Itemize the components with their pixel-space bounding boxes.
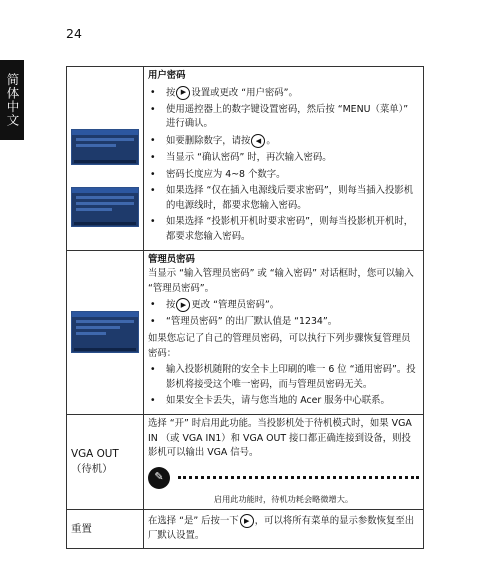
bullet-text: 按 <box>166 299 176 311</box>
reset-text: ，可以将所有菜单的显示参数恢复至出厂默认设置。 <box>148 515 415 542</box>
user-password-title: 用户密码 <box>148 70 186 81</box>
vga-out-note: 启用此功能时，待机功耗会略微增大。 <box>213 493 354 504</box>
admin-password-intro: 当显示 “输入管理员密码” 或 “输入密码” 对话框时，您可以输入 “管理员密码”。 <box>148 268 414 294</box>
vga-out-content <box>144 414 424 509</box>
bullet-text: 。 <box>266 135 276 147</box>
list-item: • 当显示 “确认密码” 时，再次输入密码。 <box>148 151 419 166</box>
admin-password-screenshot-cell <box>67 250 144 414</box>
bullet-text: 如果选择 “投影机开机时要求密码”，则每当投影机开机时，都要求您输入密码。 <box>166 216 414 242</box>
bullet-text: 密码长度应为 4~8 个数字。 <box>166 168 286 180</box>
bullet-text: 如果选择 “仅在插入电源线后要求密码”，则每当插入投影机的电源线时，都要求您输入密码。 <box>166 185 414 211</box>
list-item: • “管理员密码” 的出厂默认值是 “1234”。 <box>148 315 419 330</box>
list-item: • 如果安全卡丢失，请与您当地的 Acer 服务中心联系。 <box>148 394 419 409</box>
user-password-content <box>144 67 424 251</box>
note-row <box>148 467 419 489</box>
settings-table <box>66 66 424 549</box>
bullet-text: 按 <box>166 87 176 99</box>
user-password-row <box>67 67 424 251</box>
reset-label: 重置 <box>67 510 144 549</box>
dotted-divider <box>178 476 419 479</box>
list-item: • 如果选择 “仅在插入电源线后要求密码”，则每当插入投影机的电源线时，都要求您输入密码。 <box>148 184 419 213</box>
list-item: • 密码长度应为 4~8 个数字。 <box>148 168 419 183</box>
vga-out-description: 选择 “开” 时启用此功能。当投影机处于待机模式时，如果 VGA IN （或 VGA IN1）和 VGA OUT 接口都正确连接到设备，则投影机可以输出 VGA 信号。 <box>148 417 412 459</box>
bullet-text: 如果安全卡丢失，请与您当地的 Acer 服务中心联系。 <box>166 395 390 407</box>
admin-password-content <box>144 250 424 414</box>
user-password-screenshots <box>67 67 144 251</box>
note-pencil-icon: ✎ <box>148 467 170 489</box>
list-item: • 如果选择 “投影机开机时要求密码”，则每当投影机开机时，都要求您输入密码。 <box>148 215 419 244</box>
right-button-icon: ▶ <box>240 514 254 528</box>
confirm-password-menu-screenshot <box>71 187 139 227</box>
list-item: • 使用遥控器上的数字键设置密码，然后按 “MENU（菜单）” 进行确认。 <box>148 103 419 132</box>
bullet-text: “管理员密码” 的出厂默认值是 “1234”。 <box>166 316 338 328</box>
reset-row <box>67 510 424 549</box>
list-item: • 如要删除数字，请按 ◀ 。 <box>150 134 276 147</box>
reset-text: 在选择 “是” 后按一下 <box>148 515 239 527</box>
list-item: • 输入投影机随附的安全卡上印刷的唯一 6 位 “通用密码”。投影机将接受这个唯一密码，而与管理员密码无关。 <box>148 363 419 392</box>
language-side-tab: 简体中文 <box>0 60 24 140</box>
list-item: • 按 ▶ 更改 “管理员密码”。 <box>150 299 280 311</box>
vga-out-label: VGA OUT （待机） <box>67 414 144 509</box>
list-item: • 按 ▶ 设置或更改 “用户密码”。 <box>150 86 298 99</box>
admin-password-title: 管理员密码 <box>148 253 195 265</box>
vga-out-row <box>67 414 424 509</box>
bullet-text: 当显示 “确认密码” 时，再次输入密码。 <box>166 151 332 163</box>
reset-content <box>144 510 424 549</box>
right-button-icon: ▶ <box>176 298 190 312</box>
user-password-menu-screenshot <box>71 129 139 165</box>
left-button-icon: ◀ <box>251 134 265 148</box>
bullet-text: 如要删除数字，请按 <box>166 135 251 147</box>
page-number: 24 <box>66 26 82 41</box>
bullet-text: 使用遥控器上的数字键设置密码，然后按 “MENU（菜单）” 进行确认。 <box>166 103 409 130</box>
bullet-text: 输入投影机随附的安全卡上印刷的唯一 6 位 “通用密码”。投影机将接受这个唯一密码，而与管理员密码无关。 <box>166 364 416 390</box>
right-button-icon: ▶ <box>176 86 190 100</box>
admin-password-row <box>67 250 424 414</box>
admin-password-menu-screenshot <box>71 311 139 353</box>
bullet-text: 更改 “管理员密码”。 <box>191 299 280 311</box>
bullet-text: 设置或更改 “用户密码”。 <box>191 87 298 99</box>
admin-password-forgot: 如果您忘记了自己的管理员密码，可以执行下列步骤恢复管理员密码： <box>148 333 411 359</box>
